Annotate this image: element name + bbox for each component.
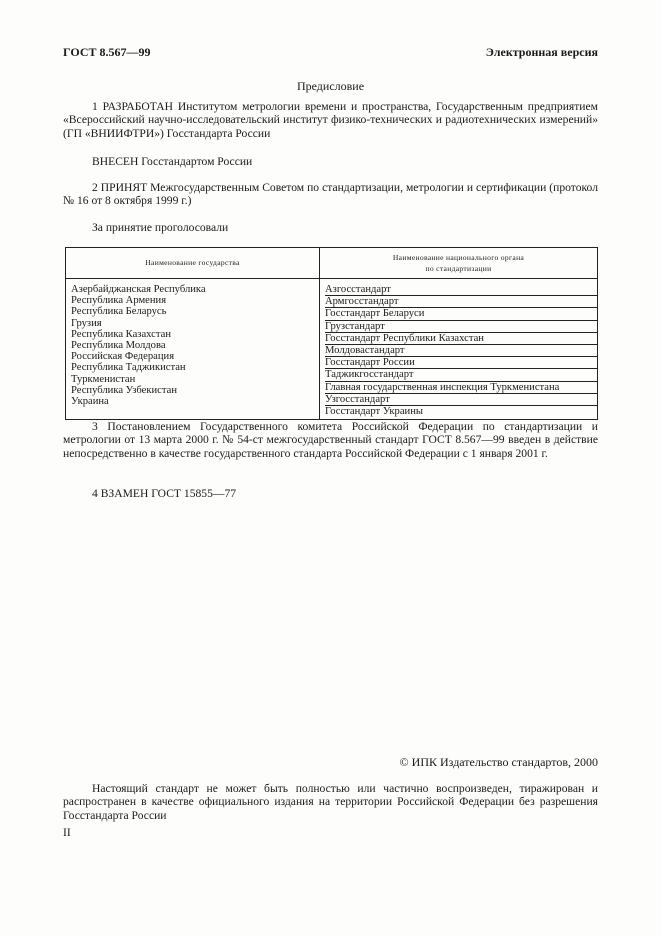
state-column [66,279,320,420]
table-cell-standards-body: Госстандарт Республики Казахстан [325,333,597,345]
standards-body-column [320,279,598,420]
paragraph-adopted: 2 ПРИНЯТ Межгосударственным Советом по стандартизации, метрологии и сертификации (протокол № 16 от 8 октября 1999 г.) [63,181,598,208]
table-cell-state: Республика Таджикистан [71,362,186,374]
table-cell-state: Республика Казахстан [71,328,172,340]
table-header-body [320,248,598,279]
table-cell-standards-body: Узгосстандарт [325,394,597,406]
table-cell-state: Грузия [71,317,102,329]
table-cell-standards-body: Таджикгосстандарт [325,369,597,381]
section-title: Предисловие [296,79,365,93]
paragraph-introduced: ВНЕСЕН Госстандартом России [92,155,253,168]
table-cell-state: Украина [71,396,109,408]
table-cell-state: Республика Армения [71,295,167,307]
reproduction-notice: Настоящий стандарт не может быть полностью или частично воспроизведен, тиражирован и распространен в качестве официального издания на территории Российской Федерации без разрешения Госстандарта России [63,782,598,822]
voting-states-table [65,247,598,420]
table-cell-state: Республика Молдова [71,340,166,352]
table-cell-standards-body: Главная государственная инспекция Туркменистана [325,382,597,394]
copyright-line: © ИПК Издательство стандартов, 2000 [399,755,598,769]
table-cell-standards-body: Армгосстандарт [325,296,597,308]
table-cell-state: Республика Узбекистан [71,384,178,396]
table-cell-state: Республика Беларусь [71,306,167,318]
table-cell-standards-body: Госстандарт Беларуси [325,308,597,320]
paragraph-replaces: 4 ВЗАМЕН ГОСТ 15855—77 [92,487,237,500]
table-cell-standards-body: Грузстандарт [325,321,597,333]
document-code: ГОСТ 8.567—99 [63,45,151,59]
table-cell-state: Азербайджанская Республика [71,284,206,295]
electronic-version-label: Электронная версия [485,45,598,59]
paragraph-developed: 1 РАЗРАБОТАН Институтом метрологии времени и пространства, Государственным предприятием «Всероссийский научно-исследовательский институт физико-технических и радиотехнических измерений» (ГП «ВНИИФТРИ») Госстандарта России [63,100,598,140]
table-header-body-line1: Наименование национального органа [392,252,525,262]
paragraph-voted: За принятие проголосовали [92,221,229,234]
table-header-body-line2: по стандартизации [425,264,492,273]
table-header-state: Наименование государства [66,248,320,279]
table-cell-standards-body: Госстандарт России [325,357,597,369]
paragraph-enactment: 3 Постановлением Государственного комитета Российской Федерации по стандартизации и метрологии от 13 марта 2000 г. № 54-ст межгосударственный стандарт ГОСТ 8.567—99 введен в действие непосредственно в качестве государственного стандарта Российской Федерации с 1 января 2001 г. [63,420,598,460]
table-cell-standards-body: Азгосстандарт [325,284,597,296]
table-cell-state: Туркменистан [71,373,136,385]
table-cell-standards-body: Госстандарт Украины [325,406,423,418]
page-number: II [63,826,71,839]
table-cell-standards-body: Молдовастандарт [325,345,597,357]
table-cell-state: Российская Федерация [71,351,175,363]
